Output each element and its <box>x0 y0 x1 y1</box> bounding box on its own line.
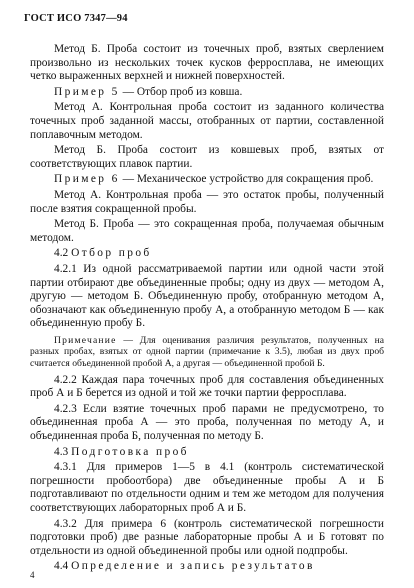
paragraph-method-a-control: Метод А. Контрольная проба состоит из заданного количества точечных проб заданной массы, отобранных от партии, составленной поплавочным методом. <box>30 101 384 141</box>
section-title: Определение и запись результатов <box>71 560 315 573</box>
note-paragraph <box>30 335 384 370</box>
paragraph-4-3-2: 4.3.2 Для примера 6 (контроль систематической погрешности подготовки проб) две разные лабораторные пробы А и Б готовят по отдельности из одной объединенной пробы или одной подпробы. <box>30 517 384 557</box>
example-5-heading <box>30 86 384 100</box>
document-header: ГОСТ ИСО 7347—94 <box>24 13 128 24</box>
paragraph-4-2-1: 4.2.1 Из одной рассматриваемой партии или одной части этой партии отбирают две объединенные пробы; одну из двух — методом А, другую — методом Б. Объединенную пробу, отобранную методом А, обозначают как объединенную пробу А, а отобранную методом Б — как объединенную пробу Б. <box>30 262 384 330</box>
paragraph-4-2-3: 4.2.3 Если взятие точечных проб парами не предусмотрено, то объединенная проба А — это проба, полученная по методу А, и объединенная проба Б, полученная по методу Б. <box>30 402 384 443</box>
example-label: Пример 5 <box>54 85 120 98</box>
page-number: 4 <box>30 570 35 580</box>
note-text: — Для оценивания различия результатов, полученных на разных пробах, взятых от одной партии (примечание к 3.5), любая из двух проб считается объединенной пробой А, а другая — объединенной пробой Б. <box>30 334 384 370</box>
paragraph-4-2-2: 4.2.2 Каждая пара точечных проб для составления объединенных проб А и Б берется из одной и той же точки партии ферросплава. <box>30 373 384 400</box>
section-heading-4-3 <box>30 446 384 460</box>
section-title: Подготовка проб <box>71 445 189 458</box>
example-label: Пример 6 <box>54 173 120 186</box>
note-label: Примечание <box>54 334 117 346</box>
example-6-heading <box>30 173 384 187</box>
section-heading-4-2 <box>30 247 384 261</box>
section-number: 4.4 <box>54 560 69 573</box>
example-text: — Механическое устройство для сокращения проб. <box>119 173 374 186</box>
section-number: 4.3 <box>54 445 69 458</box>
paragraph-method-a-residue: Метод А. Контрольная проба — это остаток пробы, полученный после взятия сокращенной пробы. <box>30 188 384 215</box>
paragraph-method-b-drilling: Метод Б. Проба состоит из точечных проб, взятых сверлением произвольно из нескольких точек кусков ферросплава, не имеющих четко выраженных верхней и нижней поверхностей. <box>30 43 384 83</box>
section-heading-4-4 <box>30 560 384 574</box>
section-number: 4.2 <box>54 247 69 260</box>
section-title: Отбор проб <box>71 247 152 260</box>
page-content <box>30 43 384 574</box>
paragraph-method-b-reduced: Метод Б. Проба — это сокращенная проба, получаемая обычным методом. <box>30 218 384 244</box>
paragraph-4-3-1: 4.3.1 Для примеров 1—5 в 4.1 (контроль систематической погрешности пробоотбора) две объединенные пробы А и Б подготавливают по отдельности одним и тем же методом для получения соответствующих лабораторных проб А и Б. <box>30 461 384 514</box>
example-text: — Отбор проб из ковша. <box>119 85 243 98</box>
paragraph-method-b-ladle: Метод Б. Проба состоит из ковшевых проб, взятых от соответствующих плавок партии. <box>30 144 384 170</box>
